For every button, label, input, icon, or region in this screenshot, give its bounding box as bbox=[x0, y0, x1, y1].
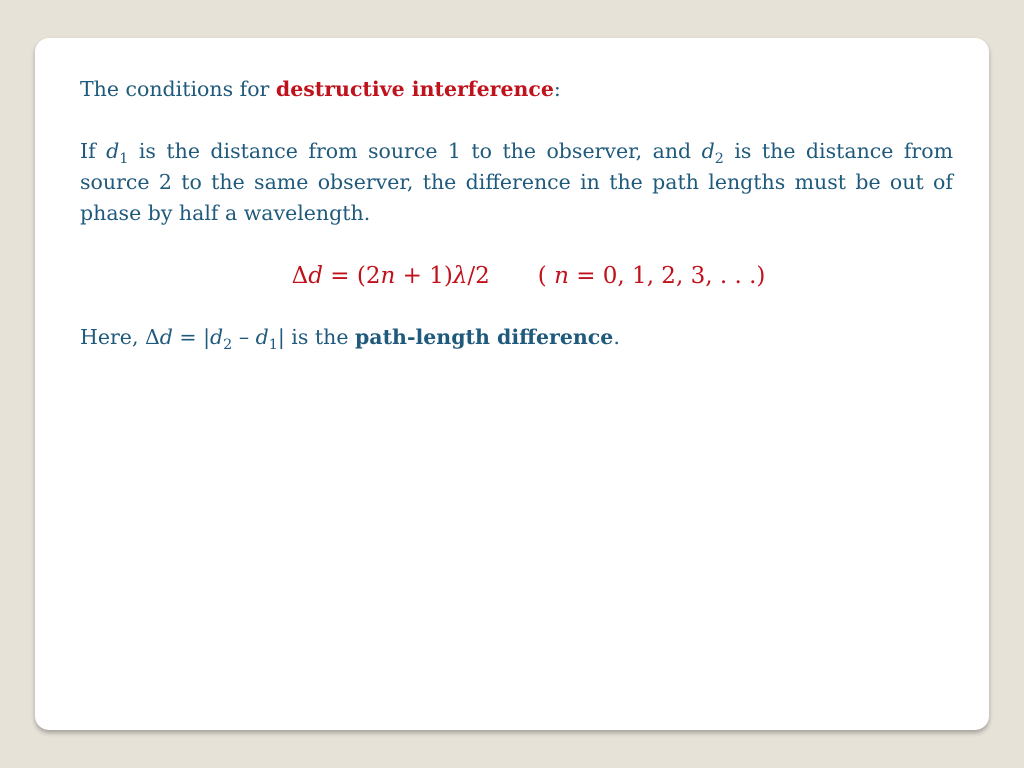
eq-var-d: d bbox=[308, 263, 323, 289]
paragraph-text-2: is the distance from source 1 to the observer, and bbox=[128, 139, 702, 163]
heading bbox=[80, 74, 953, 105]
slide-content bbox=[80, 74, 953, 353]
destructive-interference-term: destructive interference bbox=[275, 77, 554, 101]
note-text-1: Here, Δ bbox=[80, 325, 160, 349]
heading-suffix: : bbox=[553, 77, 561, 101]
subscript-2: 2 bbox=[714, 151, 724, 168]
eq-var-n: n bbox=[380, 263, 396, 289]
heading-prefix: The conditions for bbox=[80, 77, 276, 101]
paragraph-text-3: is the distance from source 2 to the same observer, the difference in the path lengths must be out of phase by half a wavelength. bbox=[80, 139, 954, 225]
var-d2: d bbox=[701, 139, 715, 163]
note-end: . bbox=[613, 325, 620, 349]
note-text-2: | is the bbox=[277, 325, 355, 349]
eq-mid: + 1) bbox=[395, 263, 453, 289]
eq-cond-open: ( bbox=[537, 263, 555, 289]
definition-paragraph bbox=[80, 136, 953, 229]
path-length-note bbox=[80, 322, 953, 353]
note-minus: – bbox=[232, 325, 256, 349]
slide bbox=[35, 38, 989, 730]
note-var-d1: d bbox=[255, 325, 269, 349]
path-length-difference-term: path-length difference bbox=[354, 325, 614, 349]
paragraph-text-1: If bbox=[80, 139, 107, 163]
eq-cond-values: = 0, 1, 2, 3, . . .) bbox=[568, 263, 766, 289]
destructive-equation bbox=[80, 260, 953, 293]
note-eq: = | bbox=[172, 325, 211, 349]
note-var-d: d bbox=[159, 325, 173, 349]
eq-delta: Δ bbox=[291, 263, 309, 289]
eq-cond-var-n: n bbox=[554, 263, 569, 289]
eq-end: /2 bbox=[467, 263, 490, 289]
var-d1: d bbox=[106, 139, 120, 163]
subscript-1: 1 bbox=[119, 151, 129, 168]
note-subscript-2: 2 bbox=[223, 337, 233, 354]
eq-lambda: λ bbox=[452, 263, 468, 289]
note-var-d2: d bbox=[210, 325, 224, 349]
note-subscript-1: 1 bbox=[268, 337, 278, 354]
eq-open: = (2 bbox=[322, 263, 381, 289]
